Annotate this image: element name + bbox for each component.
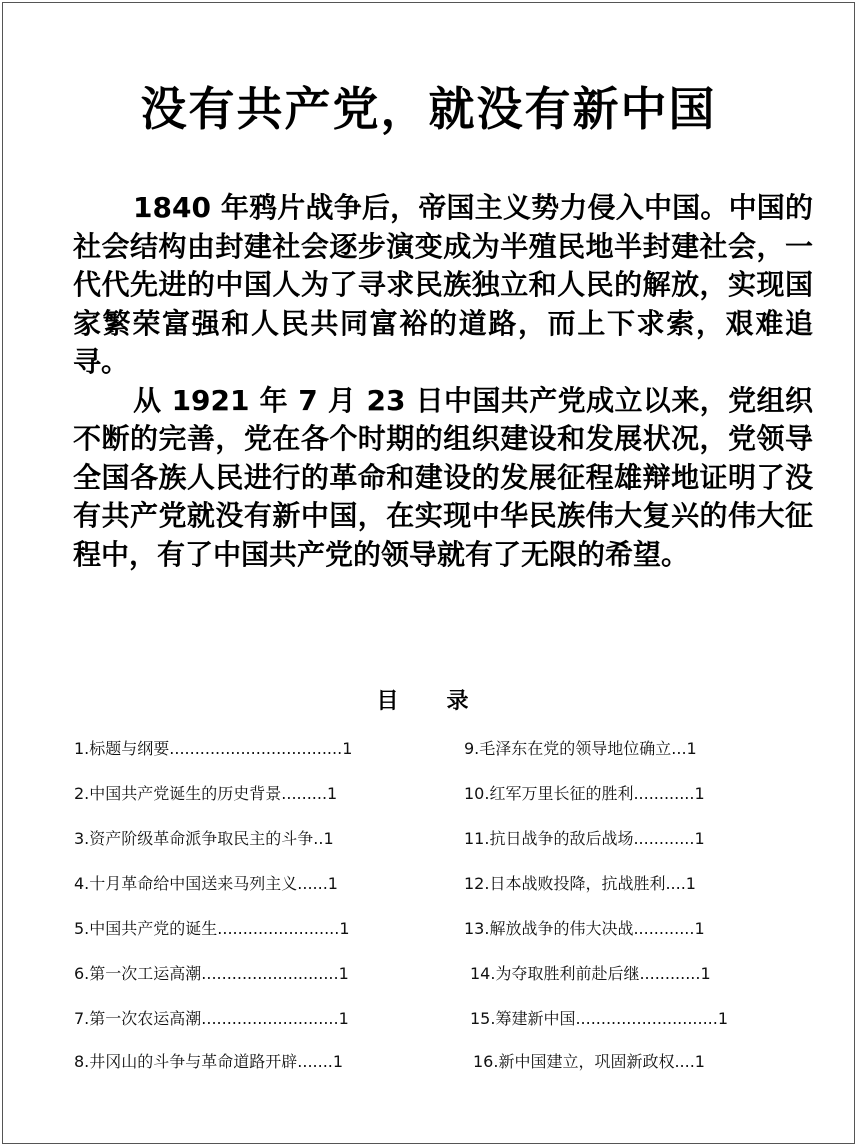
toc-item: 5.中国共产党的诞生........................1 [74, 919, 350, 938]
toc-item: 3.资产阶级革命派争取民主的斗争..1 [74, 829, 334, 848]
toc-item: 8.井冈山的斗争与革命道路开辟.......1 [74, 1052, 344, 1071]
toc-item: 11.抗日战争的敌后战场............1 [464, 829, 705, 848]
toc-item: 9.毛泽东在党的领导地位确立...1 [464, 739, 697, 758]
body-text [73, 189, 813, 574]
toc-item: 16.新中国建立，巩固新政权....1 [473, 1052, 705, 1071]
toc-item: 1.标题与纲要..................................1 [74, 739, 353, 758]
document-page [2, 2, 855, 1144]
toc-item: 10.红军万里长征的胜利............1 [464, 784, 705, 803]
toc-item: 2.中国共产党诞生的历史背景.........1 [74, 784, 338, 803]
toc-item: 14.为夺取胜利前赴后继............1 [470, 964, 711, 983]
toc-item: 7.第一次农运高潮...........................1 [74, 1009, 349, 1028]
paragraph-1: 1840 年鸦片战争后，帝国主义势力侵入中国。中国的社会结构由封建社会逐步演变成为半殖民地半封建社会，一代代先进的中国人为了寻求民族独立和人民的解放，实现国家繁荣富强和人民共同富裕的道路，而上下求索，艰难追寻。 [73, 191, 813, 378]
page-title: 没有共产党，就没有新中国 [140, 82, 717, 136]
toc-item: 13.解放战争的伟大决战............1 [464, 919, 705, 938]
toc-heading: 目录 [376, 689, 517, 714]
toc-item: 15.筹建新中国............................1 [470, 1009, 729, 1028]
toc-item: 4.十月革命给中国送来马列主义......1 [74, 874, 338, 893]
toc-item: 6.第一次工运高潮...........................1 [74, 964, 349, 983]
toc-item: 12.日本战败投降，抗战胜利....1 [464, 874, 696, 893]
paragraph-2: 从 1921 年 7 月 23 日中国共产党成立以来，党组织不断的完善，党在各个时期的组织建设和发展状况，党领导全国各族人民进行的革命和建设的发展征程雄辩地证明了没有共产党就没有新中国，在实现中华民族伟大复兴的伟大征程中，有了中国共产党的领导就有了无限的希望。 [73, 383, 813, 571]
